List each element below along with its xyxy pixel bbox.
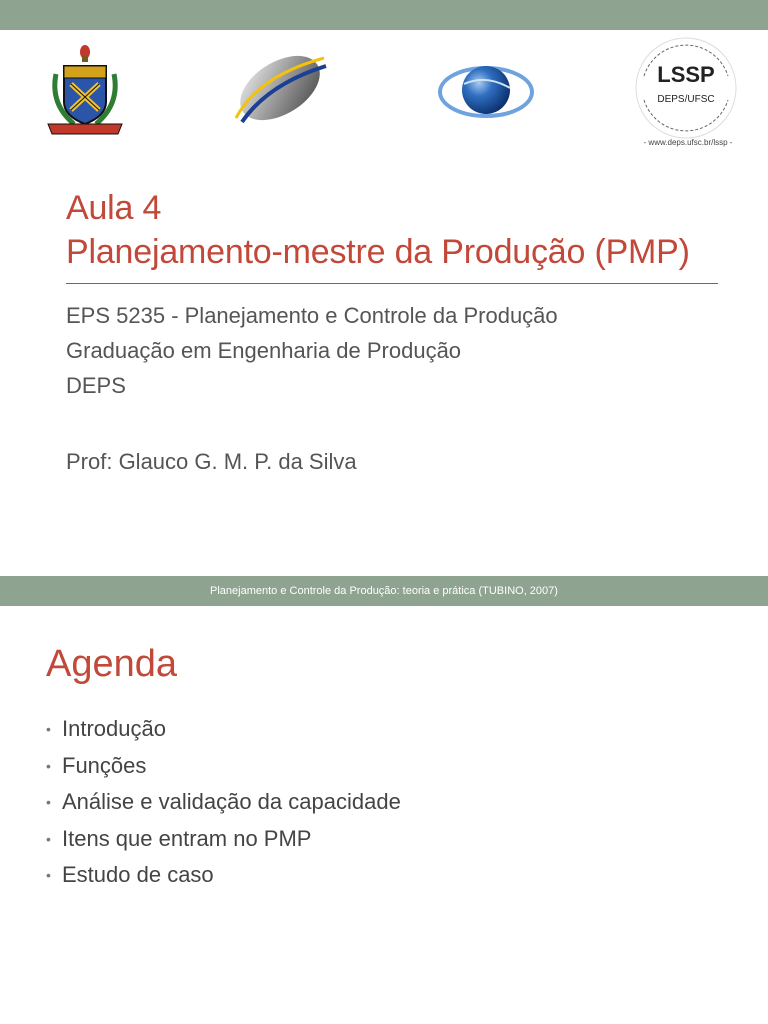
- agenda-item-label: Itens que entram no PMP: [62, 825, 312, 851]
- agenda-item: [46, 784, 401, 821]
- top-band: [0, 0, 768, 30]
- blue-globe-logo: [434, 54, 538, 126]
- professor-name: Prof: Glauco G. M. P. da Silva: [66, 449, 357, 474]
- bullet-icon: •: [46, 830, 51, 847]
- course-info: [66, 298, 756, 403]
- agenda-list: [46, 711, 401, 894]
- lssp-department: DEPS/UFSC: [657, 94, 715, 105]
- ufsc-coat-of-arms-logo: [44, 44, 126, 136]
- bullet-icon: •: [46, 757, 51, 774]
- lssp-seal-logo: [618, 36, 754, 152]
- title-divider: [66, 283, 718, 284]
- agenda-item-label: Análise e validação da capacidade: [62, 789, 401, 814]
- swoosh-ellipse-logo: [228, 52, 330, 124]
- agenda-item: [46, 821, 401, 858]
- bullet-icon: •: [46, 867, 51, 883]
- program-line: Graduação em Engenharia de Produção: [66, 338, 462, 363]
- slide-title: [66, 186, 756, 274]
- agenda-item-label: Estudo de caso: [62, 862, 214, 887]
- logo-strip: [0, 30, 768, 160]
- agenda-item-label: Introdução: [62, 716, 166, 741]
- department-line: DEPS: [66, 373, 126, 398]
- agenda-item: [46, 748, 401, 785]
- course-code-line: EPS 5235 - Planejamento e Controle da Produção: [66, 303, 558, 328]
- slide-title-line-1: Aula 4: [66, 189, 162, 227]
- agenda-item: [46, 711, 401, 748]
- footer-citation: Planejamento e Controle da Produção: teoria e prática (TUBINO, 2007): [210, 585, 558, 597]
- bullet-icon: •: [46, 794, 51, 810]
- agenda-title: Agenda: [46, 643, 178, 685]
- lssp-url: - www.deps.ufsc.br/lssp -: [643, 138, 733, 147]
- bullet-icon: •: [46, 721, 51, 737]
- agenda-item: [46, 857, 401, 894]
- lssp-acronym: LSSP: [657, 62, 715, 87]
- slide-title-line-2: Planejamento-mestre da Produção (PMP): [66, 233, 690, 271]
- footer-band: [0, 576, 768, 606]
- agenda-item-label: Funções: [62, 752, 147, 778]
